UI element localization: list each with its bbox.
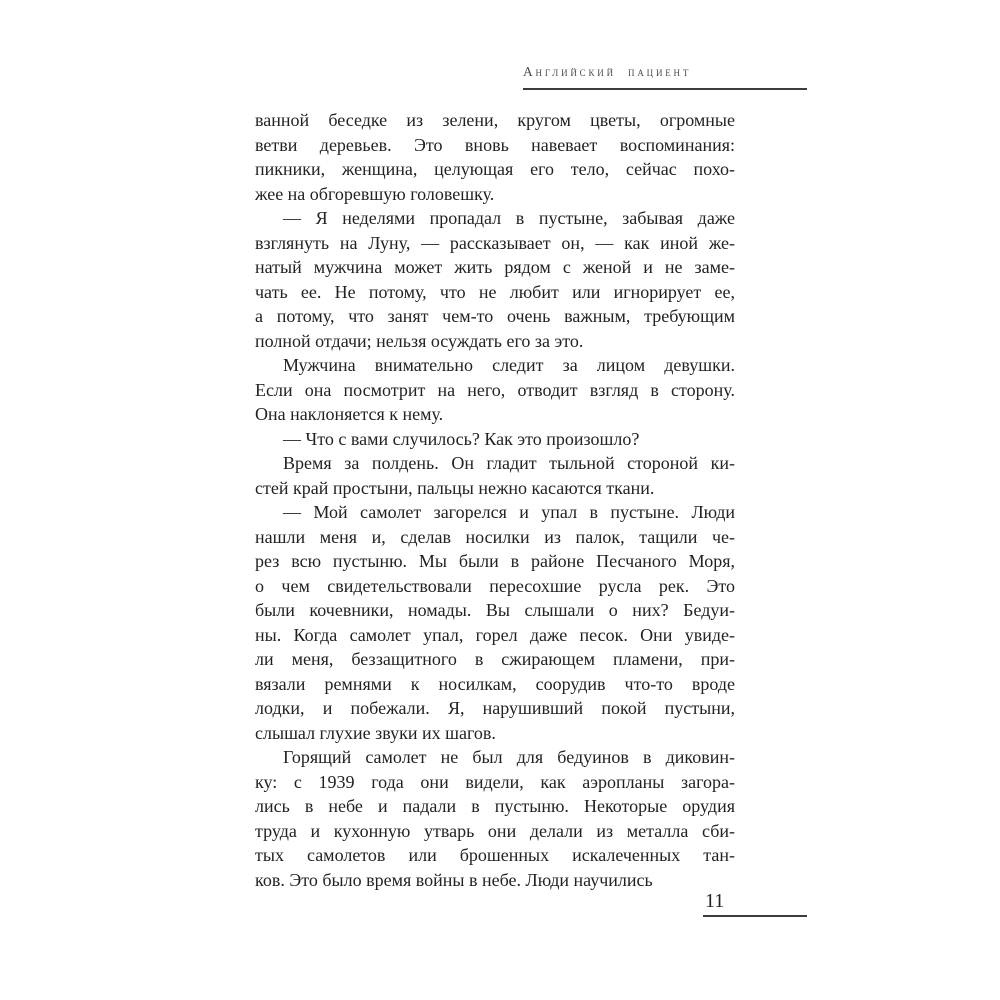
text-line: чать ее. Не потому, что не любит или игнорирует ее, (255, 281, 735, 302)
body-text (255, 108, 735, 892)
text-line: лись в небе и падали в пустыню. Некоторые орудия (255, 796, 735, 816)
text-line: ветви деревьев. Это вновь навевает воспоминания: (255, 134, 735, 155)
text-line: полной отдачи; нельзя осуждать его за это. (255, 330, 584, 351)
text-line: пикники, женщина, целующая его тело, сейчас похо- (255, 159, 735, 179)
text-line: тых самолетов или брошенных искалеченных тан- (255, 845, 735, 865)
paragraph (255, 108, 735, 206)
text-line: рез всю пустыню. Мы были в районе Песчаного Моря, (255, 551, 735, 571)
page-footer (703, 891, 807, 917)
text-line: нашли меня и, сделав носилки из палок, тащили че- (255, 526, 735, 547)
text-line: были кочевники, номады. Вы слышали о них? Бедуи- (255, 600, 735, 620)
text-line: ванной беседке из зелени, кругом цветы, огромные (255, 110, 735, 130)
text-line: ку: с 1939 года они видели, как аэропланы загора- (255, 771, 735, 792)
text-line: о чем свидетельствовали пересохшие русла рек. Это (255, 575, 735, 596)
running-head-title: Английский пациент (523, 64, 692, 79)
text-line: ны. Когда самолет упал, горел даже песок. Они увиде- (255, 624, 735, 645)
text-line: Время за полдень. Он гладит тыльной стороной ки- (283, 453, 735, 473)
paragraph (255, 745, 735, 892)
text-line: — Что с вами случилось? Как это произошло? (283, 428, 640, 449)
paragraph (255, 427, 735, 452)
text-line: Она наклоняется к нему. (255, 404, 444, 424)
text-line: Если она посмотрит на него, отводит взгляд в сторону. (255, 379, 735, 400)
text-line: ли меня, беззащитного в сжирающем пламени, при- (255, 649, 735, 669)
paragraph (255, 206, 735, 353)
text-line: стей край простыни, пальцы нежно касаются ткани. (255, 477, 655, 498)
text-line: ков. Это было время войны в небе. Люди научились (255, 869, 653, 890)
page-number: 11 (705, 890, 725, 912)
text-line: труда и кухонную утварь они делали из металла сби- (255, 820, 735, 841)
text-line: а потому, что занят чем-то очень важным, требующим (255, 306, 735, 326)
text-line: натый мужчина может жить рядом с женой и не заме- (255, 257, 735, 277)
text-line: жее на обгоревшую головешку. (255, 183, 495, 204)
paragraph (255, 451, 735, 500)
text-line: лодки, и побежали. Я, нарушивший покой пустыни, (255, 698, 735, 718)
text-line: взглянуть на Луну, — рассказывает он, — как иной же- (255, 232, 735, 253)
text-line: — Мой самолет загорелся и упал в пустыне. Люди (283, 502, 735, 522)
running-head (523, 63, 807, 90)
text-line: слышал глухие звуки их шагов. (255, 722, 496, 743)
text-line: Мужчина внимательно следит за лицом девушки. (283, 355, 735, 375)
paragraph (255, 500, 735, 745)
text-line: вязали ремнями к носилкам, соорудив что-то вроде (255, 673, 735, 694)
text-line: — Я неделями пропадал в пустыне, забывая даже (283, 208, 735, 228)
paragraph (255, 353, 735, 427)
text-line: Горящий самолет не был для бедуинов в диковин- (283, 747, 735, 767)
